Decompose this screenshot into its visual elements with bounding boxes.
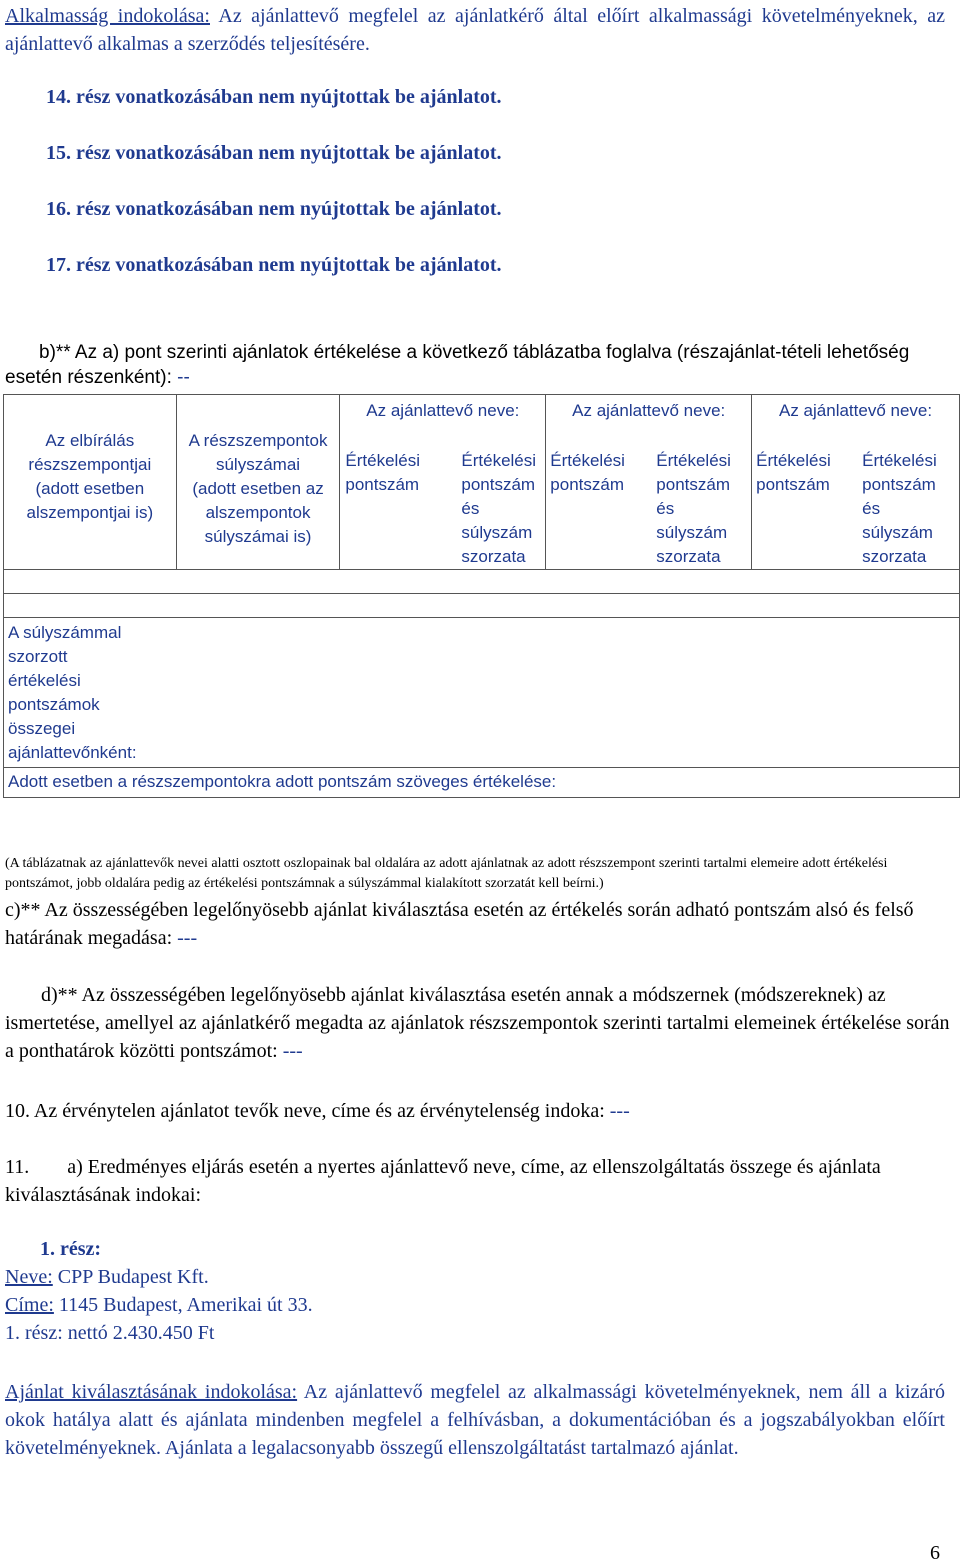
weighted-subheader: Értékelési pontszám és súlyszám szorzata xyxy=(461,451,537,566)
suitability-text: Az ajánlattevő megfelel az ajánlatkérő által előírt alkalmassági követelményeknek, az ajánlattevő alkalmas a szerződés teljesítésére. xyxy=(5,5,945,55)
part-no-offer-14: 14. rész vonatkozásában nem nyújtottak be ajánlatot. xyxy=(46,86,502,108)
winner-address-label: Címe: xyxy=(5,1294,54,1316)
suitability-label: Alkalmasság indokolása: xyxy=(5,5,210,27)
winner-name-label: Neve: xyxy=(5,1266,53,1288)
bidder-block-3 xyxy=(752,395,960,570)
part-no-offer-15: 15. rész vonatkozásában nem nyújtottak be ajánlatot. xyxy=(46,142,502,164)
winner-reason-paragraph xyxy=(5,1378,945,1462)
table-note: (A táblázatnak az ajánlattevők nevei alatti osztott oszlopainak bal oldalára az adott ajánlatnak az adott részszempont szerinti tartalmi elemeire adott értékelési pontszámot, jobb oldalára pedig az értékelési pontszámnak a súlyszámmal kialakított szorzatát kell beírni.) xyxy=(5,856,888,891)
text-evaluation-label: Adott esetben a részszempontokra adott pontszám szöveges értékelése: xyxy=(4,768,960,798)
section-c-dash: --- xyxy=(172,927,198,949)
winner-part-heading: 1. rész: xyxy=(40,1238,102,1260)
section-d-paragraph xyxy=(5,981,950,1065)
section-b-paragraph xyxy=(5,340,925,390)
winner-price: 1. rész: nettó 2.430.450 Ft xyxy=(5,1322,215,1344)
section-11-text: a) Eredményes eljárás esetén a nyertes ajánlattevő neve, címe, az ellenszolgáltatás összege és ajánlata kiválasztásának indokai: xyxy=(5,1156,881,1206)
winner-address xyxy=(5,1294,313,1317)
evaluation-table xyxy=(3,394,960,798)
winner-reason-label: Ajánlat kiválasztásának indokolása: xyxy=(5,1381,298,1403)
score-subheader: Értékelési pontszám xyxy=(345,451,421,494)
bidder-name-header: Az ajánlattevő neve: xyxy=(366,401,520,420)
weighted-subheader: Értékelési pontszám és súlyszám szorzata xyxy=(656,451,731,566)
table-row xyxy=(4,594,960,618)
section-c-text: c)** Az összességében legelőnyösebb ajánlat kiválasztása esetén az értékelés során adható pontszám alsó és felső határának megadása: xyxy=(5,899,914,949)
score-subheader: Értékelési pontszám xyxy=(550,451,625,494)
page-number: 6 xyxy=(930,1542,940,1564)
weights-header: A részszempontok súlyszámai (adott esetben az alszempontok súlyszámai is) xyxy=(176,395,340,570)
section-10-dash: --- xyxy=(604,1100,630,1122)
sum-row xyxy=(4,618,960,768)
winner-name-value: CPP Budapest Kft. xyxy=(52,1266,209,1288)
empty-cell xyxy=(4,594,960,618)
bidder-block-1 xyxy=(340,395,546,570)
sum-label: A súlyszámmal szorzott értékelési pontszámok összegei ajánlattevőnként: xyxy=(4,618,960,768)
table-row xyxy=(4,570,960,594)
section-10-paragraph xyxy=(5,1097,945,1125)
criteria-header: Az elbírálás részszempontjai (adott esetben alszempontjai is) xyxy=(4,395,177,570)
section-10-text: 10. Az érvénytelen ajánlatot tevők neve, címe és az érvénytelenség indoka: xyxy=(5,1100,605,1122)
section-11-paragraph xyxy=(5,1153,925,1209)
bidder-block-2 xyxy=(546,395,752,570)
weighted-subheader: Értékelési pontszám és súlyszám szorzata xyxy=(862,451,937,566)
score-subheader: Értékelési pontszám xyxy=(756,451,831,494)
table-header-row xyxy=(4,395,960,570)
suitability-paragraph xyxy=(5,2,945,58)
section-b-text: b)** Az a) pont szerinti ajánlatok értékelése a következő táblázatba foglalva (részajánlat-tételi lehetőség esetén részenként): xyxy=(5,342,910,388)
section-b-dash: -- xyxy=(171,367,190,388)
part-no-offer-17: 17. rész vonatkozásában nem nyújtottak be ajánlatot. xyxy=(46,254,502,276)
text-evaluation-row xyxy=(4,768,960,798)
winner-reason-text: Az ajánlattevő megfelel az alkalmassági követelményeknek, nem áll a kizáró okok hatálya alatt és ajánlata mindenben megfelel a felhívásban, a dokumentációban és a jogszabályokban előírt követelményeknek. Ajánlata a legalacsonyabb összegű ellenszolgáltatást tartalmazó ajánlat. xyxy=(5,1381,945,1459)
section-d-text: d)** Az összességében legelőnyösebb ajánlat kiválasztása esetén annak a módszernek (módszereknek) az ismertetése, amellyel az ajánlatkérő megadta az ajánlatok részszempontok szerinti tartalmi elemeinek értékelése során a ponthatárok közötti pontszámot: xyxy=(5,984,950,1062)
section-c-paragraph xyxy=(5,896,935,952)
bidder-name-header: Az ajánlattevő neve: xyxy=(572,401,726,420)
section-11-number: 11. xyxy=(5,1156,30,1178)
empty-cell xyxy=(4,570,960,594)
bidder-name-header: Az ajánlattevő neve: xyxy=(779,401,933,420)
part-no-offer-16: 16. rész vonatkozásában nem nyújtottak be ajánlatot. xyxy=(46,198,502,220)
section-d-dash: --- xyxy=(277,1040,303,1062)
winner-address-value: 1145 Budapest, Amerikai út 33. xyxy=(53,1294,313,1316)
winner-name xyxy=(5,1266,209,1289)
